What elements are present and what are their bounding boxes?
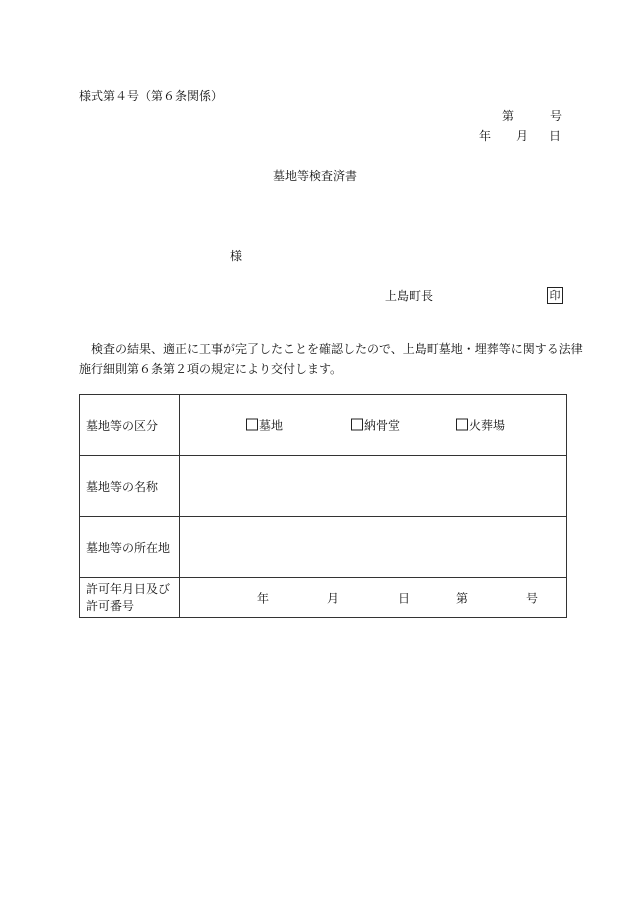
permit-value-cell[interactable]	[180, 578, 567, 618]
category-options-cell	[180, 395, 567, 456]
date-month-label: 月	[516, 129, 529, 143]
permit-year-label: 年	[257, 591, 270, 605]
recipient-honorific: 様	[230, 249, 243, 263]
inspection-info-table	[79, 394, 567, 618]
body-text-line-1	[79, 339, 583, 359]
option-nokotsudo[interactable]	[351, 417, 400, 434]
doc-number-go: 号	[550, 109, 563, 123]
category-label: 墓地等の区分	[80, 395, 180, 456]
option-kasoba-label: 火葬場	[469, 418, 506, 433]
option-kasoba[interactable]	[456, 417, 505, 434]
table-row-permit	[80, 578, 567, 618]
doc-number-dai: 第	[502, 109, 515, 123]
checkbox-kasoba[interactable]	[456, 419, 468, 431]
body-text-line-1-content: 検査の結果、適正に工事が完了したことを確認したので、上島町墓地・埋葬等に関する法律	[91, 342, 583, 356]
table-row-name	[80, 456, 567, 517]
name-label: 墓地等の名称	[80, 456, 180, 517]
date-year-label: 年	[479, 129, 492, 143]
body-text-line-2: 施行細則第６条第２項の規定により交付します。	[79, 362, 343, 376]
permit-month-label: 月	[327, 591, 340, 605]
issue-date-row	[0, 129, 630, 143]
option-bochi[interactable]	[246, 417, 283, 434]
permit-label	[80, 578, 180, 618]
checkbox-nokotsudo[interactable]	[351, 419, 363, 431]
table-row-category	[80, 395, 567, 456]
permit-number-go: 号	[526, 591, 539, 605]
location-label: 墓地等の所在地	[80, 517, 180, 578]
form-number: 様式第４号（第６条関係）	[79, 89, 224, 103]
checkbox-bochi[interactable]	[246, 419, 258, 431]
document-title: 墓地等検査済書	[272, 169, 357, 183]
body-text	[79, 339, 583, 379]
issuer-name: 上島町長	[385, 289, 434, 303]
seal-mark: 印	[547, 287, 563, 304]
name-value-cell[interactable]	[180, 456, 567, 517]
option-nokotsudo-label: 納骨堂	[364, 418, 401, 433]
document-number-row	[0, 109, 630, 123]
option-bochi-label: 墓地	[259, 418, 284, 433]
permit-label-line-1: 許可年月日及び	[86, 581, 171, 596]
permit-day-label: 日	[398, 591, 411, 605]
table-row-location	[80, 517, 567, 578]
permit-label-line-2: 許可番号	[86, 598, 135, 613]
date-day-label: 日	[549, 129, 562, 143]
location-value-cell[interactable]	[180, 517, 567, 578]
permit-number-dai: 第	[456, 591, 469, 605]
